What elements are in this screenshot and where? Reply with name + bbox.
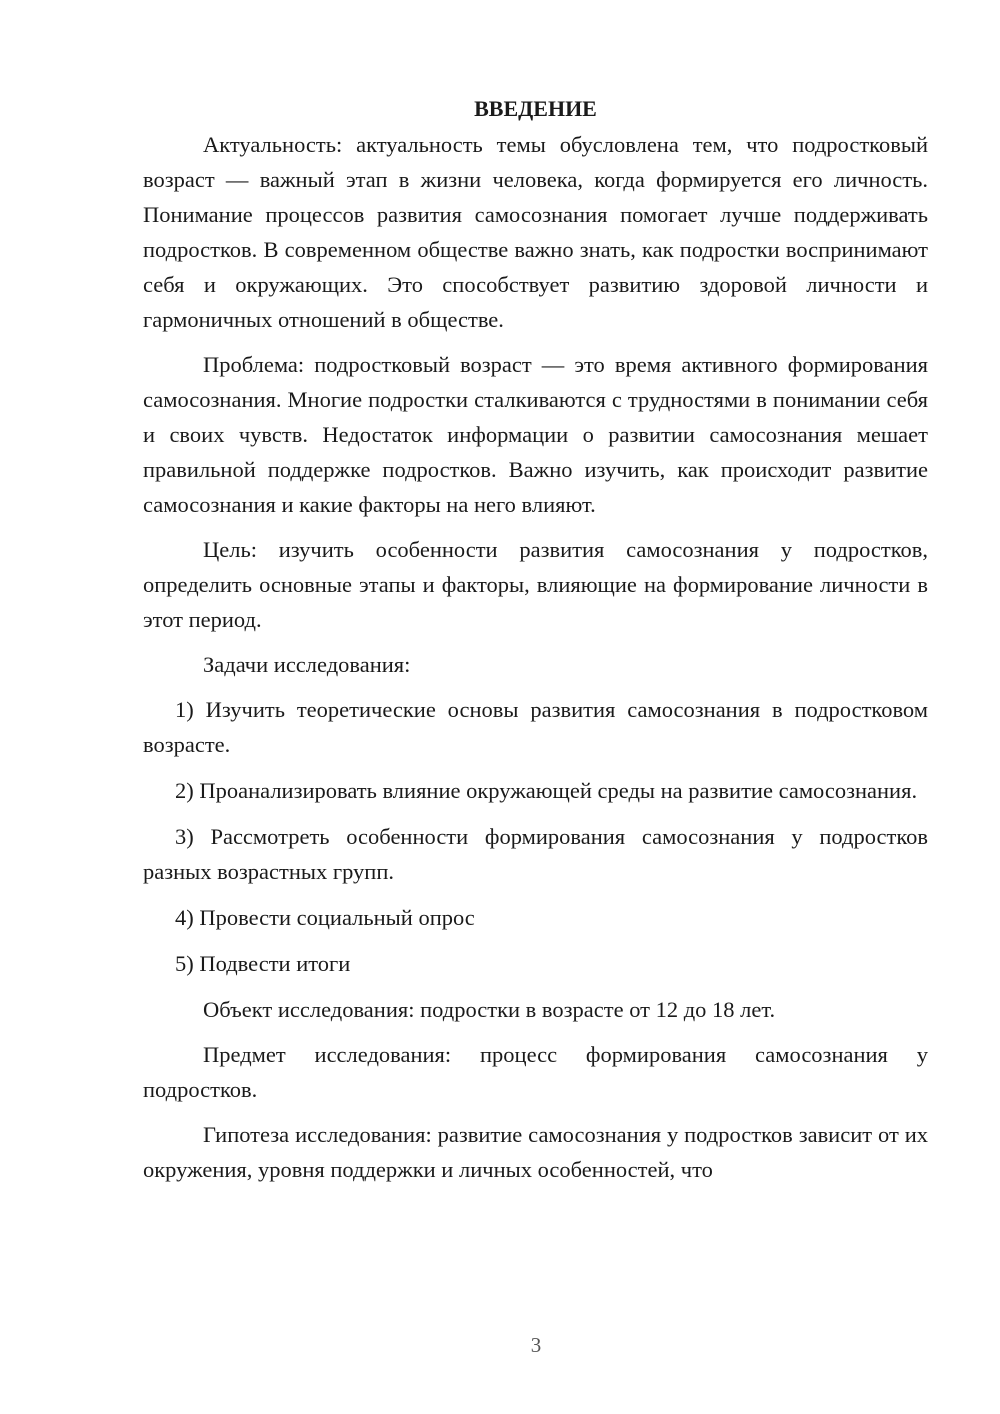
paragraph-goal: Цель: изучить особенности развития самосознания у подростков, определить основные этапы и факторы, влияющие на формирование личности в этот период. <box>143 537 928 632</box>
paragraph-hypothesis: Гипотеза исследования: развитие самосознания у подростков зависит от их окружения, уровня поддержки и личных особенностей, что <box>143 1122 928 1182</box>
list-item: 1) Изучить теоретические основы развития самосознания в подростковом возрасте. <box>143 697 928 757</box>
paragraph-subject: Предмет исследования: процесс формирования самосознания у подростков. <box>143 1042 928 1102</box>
list-item: 3) Рассмотреть особенности формирования самосознания у подростков разных возрастных групп. <box>143 824 928 884</box>
list-item: 2) Проанализировать влияние окружающей среды на развитие самосознания. <box>175 778 918 803</box>
tasks-list <box>143 692 928 981</box>
paragraph-relevance: Актуальность: актуальность темы обусловлена тем, что подростковый возраст — важный этап в жизни человека, когда формируется его личность. Понимание процессов развития самосознания помогает лучше поддерживать подростков. В современном обществе важно знать, как подростки воспринимают себя и окружающих. Это способствует развитию здоровой личности и гармоничных отношений в обществе. <box>143 132 928 332</box>
page-number: 3 <box>530 1333 542 1357</box>
paragraph-problem: Проблема: подростковый возраст — это время активного формирования самосознания. Многие подростки сталкиваются с трудностями в понимании себя и своих чувств. Недостаток информации о развитии самосознания мешает правильной поддержке подростков. Важно изучить, как происходит развитие самосознания и какие факторы на него влияют. <box>143 352 928 517</box>
paragraph-object: Объект исследования: подростки в возрасте от 12 до 18 лет. <box>203 997 776 1022</box>
list-item: 4) Провести социальный опрос <box>175 905 475 930</box>
tasks-heading: Задачи исследования: <box>203 652 411 677</box>
list-item: 5) Подвести итоги <box>175 951 351 976</box>
document-page <box>143 92 928 1197</box>
page-title: ВВЕДЕНИЕ <box>474 96 597 121</box>
